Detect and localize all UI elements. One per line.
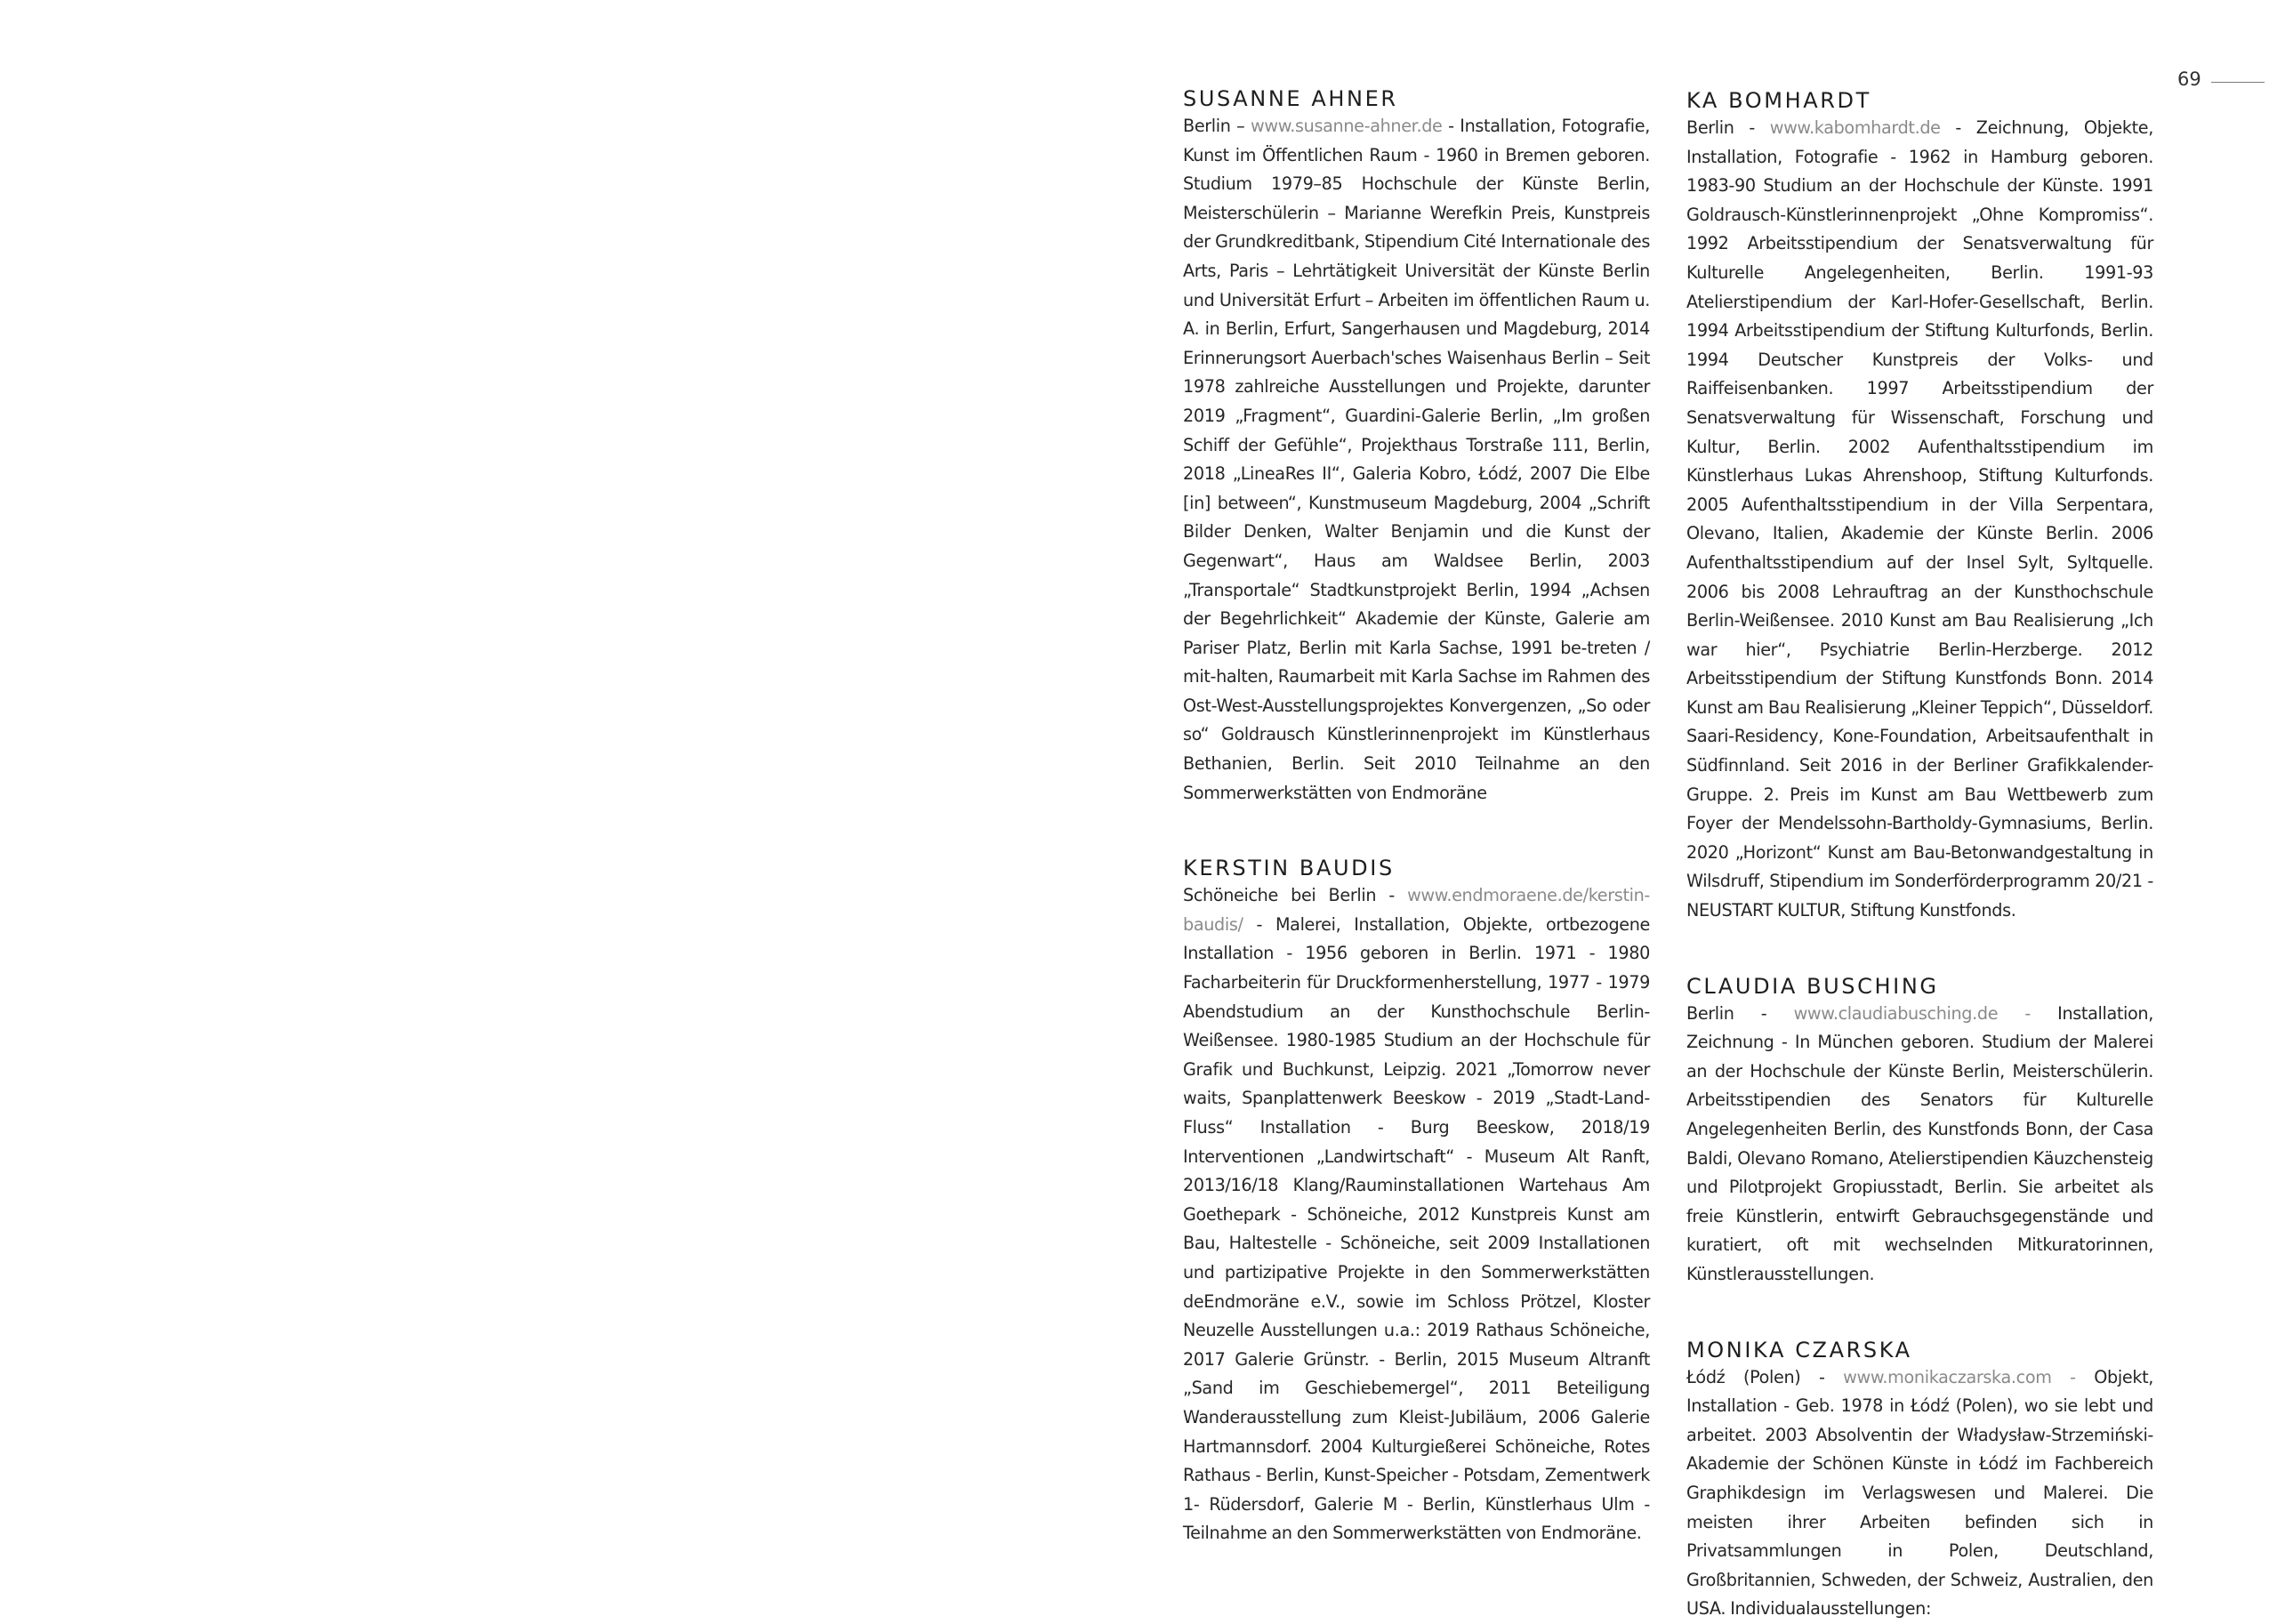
artist-bio: [1686, 114, 2153, 926]
artist-name: KERSTIN BAUDIS: [1183, 856, 1395, 881]
artist-bio-text: - Zeichnung, Objekte, Installation, Fotografie - 1962 in Hamburg geboren. 1983-90 Studium an der Hochschule der Künste. 1991 Goldrausch-Künstlerinnenprojekt „Ohne Kompromiss“. 1992 Arbeitsstipendium der Senatsverwaltung für Kulturelle Angelegenheiten, Berlin. 1991-93 Atelierstipendium der Karl-Hofer-Gesellschaft, Berlin. 1994 Arbeitsstipendium der Stiftung Kulturfonds, Berlin. 1994 Deutscher Kunstpreis der Volks- und Raiffeisenbanken. 1997 Arbeitsstipendium der Senatsverwaltung für Wissenschaft, Forschung und Kultur, Berlin. 2002 Aufenthaltsstipendium im Künstlerhaus Lukas Ahrenshoop, Stiftung Kulturfonds. 2005 Aufenthaltsstipendium in der Villa Serpentara, Olevano, Italien, Akademie der Künste Berlin. 2006 Aufenthaltsstipendium auf der Insel Sylt, Syltquelle. 2006 bis 2008 Lehrauftrag an der Kunsthochschule Berlin-Weißensee. 2010 Kunst am Bau Realisierung „Ich war hier“, Psychiatrie Berlin-Herzberge. 2012 Arbeitsstipendium der Stiftung Kunstfonds Bonn. 2014 Kunst am Bau Realisierung „Kleiner Teppich“, Düsseldorf. Saari-Residency, Kone-Foundation, Arbeitsaufenthalt in Südfinnland. Seit 2016 in der Berliner Grafikkalender-Gruppe. 2. Preis im Kunst am Bau Wettbewerb zum Foyer der Mendelssohn-Bartholdy-Gymnasiums, Berlin. 2020 „Horizont“ Kunst am Bau-Betonwandgestaltung in Wilsdruff, Stipendium im Sonderförderprogramm 20/21 - NEUSTART KULTUR, Stiftung Kunstfonds.: [1686, 117, 2153, 921]
left-column: [1183, 85, 1650, 1548]
artist-website-link[interactable]: www.claudiabusching.de -: [1793, 1002, 2031, 1024]
artist-location: Berlin -: [1686, 117, 1770, 138]
artist-name: MONIKA CZARSKA: [1686, 1337, 1912, 1363]
artist-website-link[interactable]: www.susanne-ahner.de: [1251, 116, 1443, 136]
right-column: [1686, 87, 2153, 1624]
artist-bio: [1183, 881, 1650, 1548]
artist-location: Schöneiche bei Berlin -: [1183, 885, 1408, 906]
page-number-rule: [2211, 82, 2265, 83]
artist-bio: [1686, 1363, 2153, 1624]
artist-bio-text: - Malerei, Installation, Objekte, ortbezogene Installation - 1956 geboren in Berlin. 1971 - 1980 Facharbeiterin für Druckformenherstellung, 1977 - 1979 Abendstudium an der Kunsthochschule Berlin-Weißensee. 1980-1985 Studium an der Hochschule für Grafik und Buchkunst, Leipzig. 2021 „Tomorrow never waits, Spanplattenwerk Beeskow - 2019 „Stadt-Land-Fluss“ Installation - Burg Beeskow, 2018/19 Interventionen „Landwirtschaft“ - Museum Alt Ranft, 2013/16/18 Klang/Rauminstallationen Wartehaus Am Goethepark - Schöneiche, 2012 Kunstpreis Kunst am Bau, Haltestelle - Schöneiche, seit 2009 Installationen und partizipative Projekte in den Sommerwerkstätten deEndmoräne e.V., sowie im Schloss Prötzel, Kloster Neuzelle Ausstellungen u.a.: 2019 Rathaus Schöneiche, 2017 Galerie Grünstr. - Berlin, 2015 Museum Altranft „Sand im Geschiebemergel“, 2011 Beteiligung Wanderausstellung zum Kleist-Jubiläum, 2006 Galerie Hartmannsdorf. 2004 Kulturgießerei Schöneiche, Rotes Rathaus - Berlin, Kunst-Speicher - Potsdam, Zementwerk 1- Rüdersdorf, Galerie M - Berlin, Künstlerhaus Ulm - Teilnahme an den Sommerwerkstätten von Endmoräne.: [1183, 913, 1650, 1544]
artist-entry-ka-bomhardt: [1686, 87, 2153, 926]
artist-name: CLAUDIA BUSCHING: [1686, 973, 1939, 999]
artist-website-link[interactable]: www.endmoraene.de/kerstin-baudis/: [1183, 885, 1650, 935]
artist-bio: [1183, 112, 1650, 808]
artist-entry-kerstin-baudis: [1183, 855, 1650, 1548]
artist-bio-text: Objekt, Installation - Geb. 1978 in Łódź (Polen), wo sie lebt und arbeitet. 2003 Absolventin der Władysław-Strzemiński-Akademie der Schönen Künste in Łódź im Fachbereich Graphikdesign im Verlagswesen und Malerei. Die meisten ihrer Arbeiten befinden sich in Privatsammlungen in Polen, Deutschland, Großbritannien, Schweden, der Schweiz, Australien, den USA. Individualausstellungen:: [1686, 1366, 2154, 1620]
artist-entry-monika-czarska: [1686, 1337, 2153, 1624]
artist-name: KA BOMHARDT: [1686, 88, 1871, 113]
artist-bio: [1686, 1000, 2153, 1290]
artist-website-link[interactable]: www.kabomhardt.de: [1769, 117, 1941, 138]
artist-website-link[interactable]: www.monikaczarska.com -: [1843, 1366, 2076, 1387]
artist-entry-susanne-ahner: [1183, 85, 1650, 808]
artist-location: Łódź (Polen) -: [1686, 1366, 1844, 1387]
artist-location: Berlin –: [1183, 116, 1251, 136]
artist-name: SUSANNE AHNER: [1183, 86, 1398, 111]
artist-location: Berlin -: [1686, 1002, 1794, 1024]
artist-bio-text: - Installation, Fotografie, Kunst im Öffentlichen Raum - 1960 in Bremen geboren. Studium 1979–85 Hochschule der Künste Berlin, Meisterschülerin – Marianne Werefkin Preis, Kunstpreis der Grundkreditbank, Stipendium Cité Internationale des Arts, Paris – Lehrtätigkeit Universität der Künste Berlin und Universität Erfurt – Arbeiten im öffentlichen Raum u. A. in Berlin, Erfurt, Sangerhausen und Magdeburg, 2014 Erinnerungsort Auerbach'sches Waisenhaus Berlin – Seit 1978 zahlreiche Ausstellungen und Projekte, darunter 2019 „Fragment“, Guardini-Galerie Berlin, „Im großen Schiff der Gefühle“, Projekthaus Torstraße 111, Berlin, 2018 „LineaRes II“, Galeria Kobro, Łódź, 2007 Die Elbe [in] between“, Kunstmuseum Magdeburg, 2004 „Schrift Bilder Denken, Walter Benjamin und die Kunst der Gegenwart“, Haus am Waldsee Berlin, 2003 „Transportale“ Stadtkunstprojekt Berlin, 1994 „Achsen der Begehrlichkeit“ Akademie der Künste, Galerie am Pariser Platz, Berlin mit Karla Sachse, 1991 be-treten / mit-halten, Raumarbeit mit Karla Sachse im Rahmen des Ost-West-Ausstellungsprojektes Konvergenzen, „So oder so“ Goldrausch Künstlerinnenprojekt im Künstlerhaus Bethanien, Berlin. Seit 2010 Teilnahme an den Sommerwerkstätten von Endmoräne: [1183, 116, 1650, 803]
artist-bio-text: Installation, Zeichnung - In München geboren. Studium der Malerei an der Hochschule der Künste Berlin, Meisterschülerin. Arbeitsstipendien des Senators für Kulturelle Angelegenheiten Berlin, des Kunstfonds Bonn, der Casa Baldi, Olevano Romano, Atelierstipendien Käuzchensteig und Pilotprojekt Gropiusstadt, Berlin. Sie arbeitet als freie Künstlerin, entwirft Gebrauchsgegenstände und kuratiert, oft mit wechselnden Mitkuratorinnen, Künstlerausstellungen.: [1686, 1002, 2153, 1284]
artist-entry-claudia-busching: [1686, 973, 2153, 1290]
page-number: 69: [2177, 68, 2201, 90]
